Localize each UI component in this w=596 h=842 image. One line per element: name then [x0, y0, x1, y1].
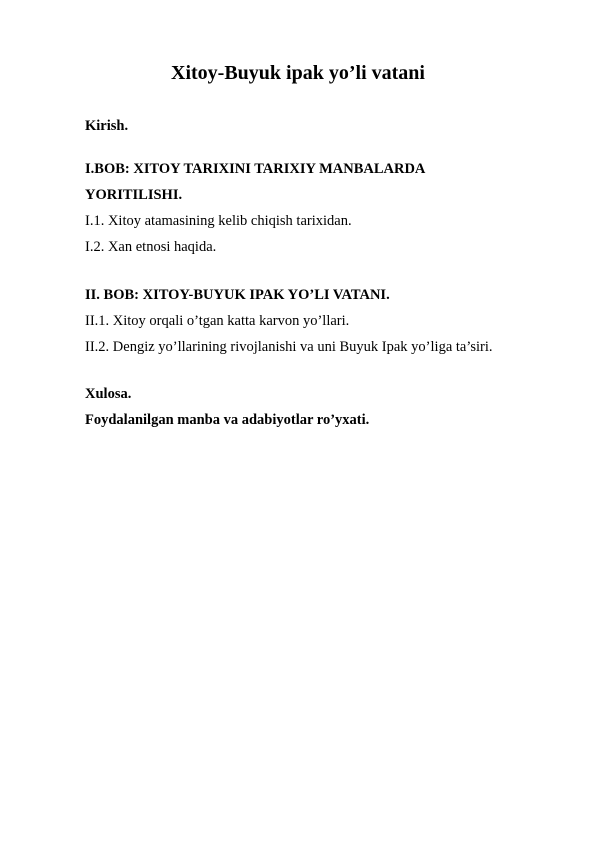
chapter1-section-2: I.2. Xan etnosi haqida.	[85, 239, 217, 255]
chapter2-heading: II. BOB: XITOY-BUYUK IPAK YO’LI VATANI.	[85, 287, 390, 303]
chapter2-section-1: II.1. Xitoy orqali o’tgan katta karvon yo’llari.	[85, 313, 350, 329]
references-heading: Foydalanilgan manba va adabiyotlar ro’yxati.	[85, 412, 370, 428]
chapter1-heading-line2: YORITILISHI.	[85, 187, 183, 203]
chapter1-heading-line1: I.BOB: XITOY TARIXINI TARIXIY MANBALARDA	[85, 161, 426, 177]
document-title: Xitoy-Buyuk ipak yo’li vatani	[171, 62, 425, 84]
intro-heading: Kirish.	[85, 118, 129, 134]
chapter2-section-2: II.2. Dengiz yo’llarining rivojlanishi va uni Buyuk Ipak yo’liga ta’siri.	[85, 339, 493, 355]
chapter1-section-1: I.1. Xitoy atamasining kelib chiqish tarixidan.	[85, 213, 352, 229]
conclusion-heading: Xulosa.	[85, 386, 132, 402]
